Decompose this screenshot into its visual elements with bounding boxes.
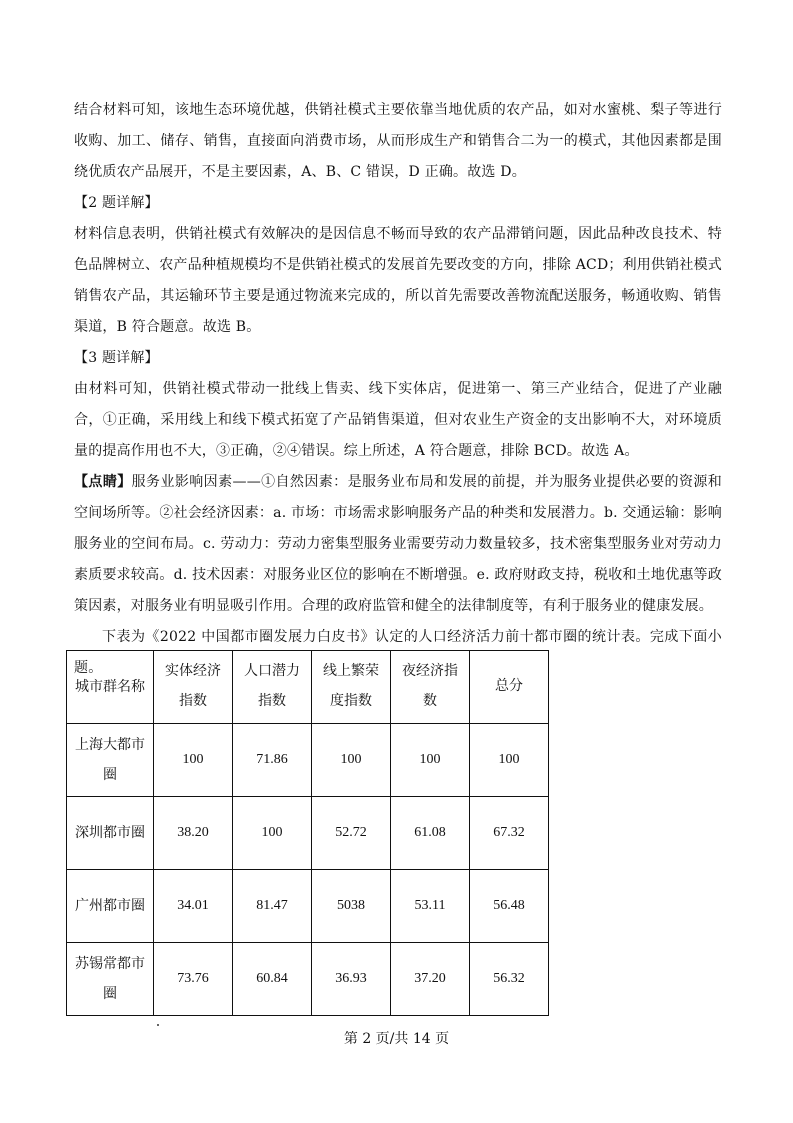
table-cell: 苏锡常都市圈 — [67, 943, 154, 1016]
answer-explanation-body — [74, 95, 722, 684]
table-header-cell: 城市群名称 — [67, 651, 154, 724]
question-3-title: 【3 题详解】 — [74, 350, 159, 366]
table-cell: 37.20 — [391, 943, 470, 1016]
table-header-cell: 实体经济指数 — [154, 651, 233, 724]
key-point-label: 【点睛】 — [74, 474, 132, 490]
table-header-row — [67, 651, 549, 724]
question-2-explanation: 材料信息表明，供销社模式有效解决的是因信息不畅而导致的农产品滞销问题，因此品种改良技术、特色品牌树立、农产品种植规模均不是供销社模式的发展首先要改变的方向，排除 ACD；利用供销社模式销售农产品，其运输环节主要是通过物流来完成的，所以首先需要改善物流配送服务，畅通收购、销售渠道，B 符合题意。故选 B。 — [74, 226, 722, 335]
table-row — [67, 943, 549, 1016]
table-cell: 100 — [312, 724, 391, 797]
table-cell: 100 — [391, 724, 470, 797]
table-cell: 81.47 — [233, 870, 312, 943]
table-cell: 60.84 — [233, 943, 312, 1016]
table-cell: 34.01 — [154, 870, 233, 943]
table-cell: 56.48 — [470, 870, 549, 943]
table-cell: 100 — [154, 724, 233, 797]
table-header-cell: 人口潜力指数 — [233, 651, 312, 724]
table-row — [67, 870, 549, 943]
table-cell: 广州都市圈 — [67, 870, 154, 943]
table-cell: 100 — [470, 724, 549, 797]
table-cell: 上海大都市圈 — [67, 724, 154, 797]
table-cell: 67.32 — [470, 797, 549, 870]
question-2-title: 【2 题详解】 — [74, 195, 159, 211]
table-cell: 71.86 — [233, 724, 312, 797]
table-cell: 5038 — [312, 870, 391, 943]
table-cell: 56.32 — [470, 943, 549, 1016]
scan-dot — [157, 1024, 159, 1026]
table-header-cell: 夜经济指数 — [391, 651, 470, 724]
table-cell: 73.76 — [154, 943, 233, 1016]
answer-paragraph-1: 结合材料可知，该地生态环境优越，供销社模式主要依靠当地优质的农产品，如对水蜜桃、梨子等进行收购、加工、储存、销售，直接面向消费市场，从而形成生产和销售合二为一的模式，其他因素都是围绕优质农产品展开，不是主要因素，A、B、C 错误，D 正确。故选 D。 — [74, 102, 722, 180]
table-row — [67, 797, 549, 870]
metropolitan-area-statistics-table — [66, 650, 549, 1016]
table-cell: 53.11 — [391, 870, 470, 943]
table-cell: 深圳都市圈 — [67, 797, 154, 870]
table-cell: 52.72 — [312, 797, 391, 870]
key-point-paragraph — [74, 467, 722, 622]
table-row — [67, 724, 549, 797]
table-cell: 100 — [233, 797, 312, 870]
table-header-cell: 总分 — [470, 651, 549, 724]
table-cell: 36.93 — [312, 943, 391, 1016]
question-3-explanation: 由材料可知，供销社模式带动一批线上售卖、线下实体店，促进第一、第三产业结合，促进了产业融合，①正确，采用线上和线下模式拓宽了产品销售渠道，但对农业生产资金的支出影响不大，对环境质量的提高作用也不大，③正确，②④错误。综上所述，A 符合题意，排除 BCD。故选 A。 — [74, 381, 722, 459]
table-header-cell: 线上繁荣度指数 — [312, 651, 391, 724]
table-cell: 61.08 — [391, 797, 470, 870]
key-point-text: 服务业影响因素——①自然因素：是服务业布局和发展的前提，并为服务业提供必要的资源和空间场所等。②社会经济因素：a. 市场：市场需求影响服务产品的种类和发展潜力。b. 交通运输：影响服务业的空间布局。c. 劳动力：劳动力密集型服务业需要劳动力数量较多，技术密集型服务业对劳动力素质要求较高。d. 技术因素：对服务业区位的影响在不断增强。e. 政府财政支持，税收和土地优惠等政策因素，对服务业有明显吸引作用。合理的政府监管和健全的法律制度等，有利于服务业的健康发展。 — [74, 474, 722, 614]
table-cell: 38.20 — [154, 797, 233, 870]
page-footer: 第 2 页/共 14 页 — [343, 1031, 450, 1047]
table-introduction: 下表为《2022 中国都市圈发展力白皮书》认定的人口经济活力前十都市圈的统计表。完成下面小题。 — [74, 629, 722, 676]
